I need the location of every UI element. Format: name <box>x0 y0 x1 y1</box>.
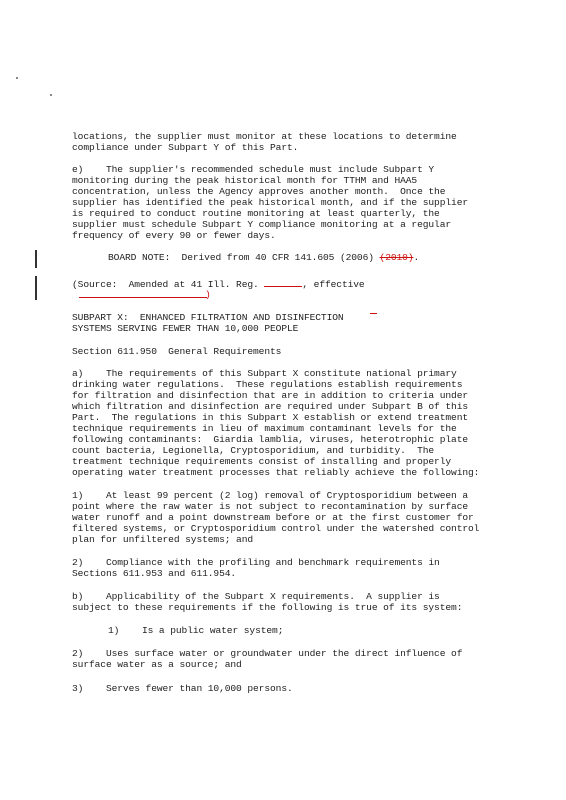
text-line: e) The supplier's recommended schedule must include Subpart Y <box>72 164 435 175</box>
text-line: water runoff and a point downstream before or at the first customer for <box>72 512 474 523</box>
source-note <box>72 279 365 290</box>
text-line: treatment technique requirements consist of installing and properly <box>72 456 452 467</box>
text-line: supplier must schedule Subpart Y compliance monitoring at a regular <box>72 219 452 230</box>
text-line: 1) At least 99 percent (2 log) removal of Cryptosporidium between a <box>72 490 469 501</box>
text-line: monitoring during the peak historical month for TTHM and HAA5 <box>72 175 418 186</box>
red-dash-mark <box>370 313 377 314</box>
text-line: point where the raw water is not subject to recontamination by surface <box>72 501 469 512</box>
scan-speck <box>50 94 52 96</box>
text-line: for filtration and disinfection that are in addition to criteria under <box>72 390 469 401</box>
text-line: locations, the supplier must monitor at these locations to determine <box>72 131 457 142</box>
subpart-heading: SYSTEMS SERVING FEWER THAN 10,000 PEOPLE <box>72 323 299 334</box>
board-note-period: . <box>413 252 420 263</box>
text-line: following contaminants: Giardia lamblia, viruses, heterotrophic plate <box>72 434 469 445</box>
section-heading: Section 611.950 General Requirements <box>72 346 282 357</box>
list-item: surface water as a source; and <box>72 659 242 670</box>
list-item: 1) Is a public water system; <box>108 625 284 636</box>
scan-speck <box>16 77 18 79</box>
text-line: 2) Compliance with the profiling and benchmark requirements in <box>72 557 440 568</box>
text-line: concentration, unless the Agency approves another month. Once the <box>72 186 446 197</box>
text-line: which filtration and disinfection are required under Subpart B of this <box>72 401 469 412</box>
text-line: supplier has identified the peak historical month, and if the supplier <box>72 197 469 208</box>
effective-date-blank <box>79 297 207 298</box>
subpart-heading: SUBPART X: ENHANCED FILTRATION AND DISINFECTION <box>72 312 344 323</box>
text-line: is required to conduct routine monitoring at least quarterly, the <box>72 208 440 219</box>
list-item: 3) Serves fewer than 10,000 persons. <box>72 683 293 694</box>
board-note <box>108 252 419 263</box>
text-line: filtered systems, or Cryptosporidium control under the watershed control <box>72 523 480 534</box>
text-line: technique requirements in lieu of maximum contaminant levels for the <box>72 423 457 434</box>
text-line: drinking water regulations. These regulations establish requirements <box>72 379 463 390</box>
source-text: (Source: Amended at 41 Ill. Reg. <box>72 279 265 290</box>
source-effective: , effective <box>302 279 365 290</box>
text-line: Part. The regulations in this Subpart X establish or extend treatment <box>72 412 469 423</box>
text-line: frequency of every 90 or fewer days. <box>72 230 276 241</box>
text-line: a) The requirements of this Subpart X constitute national primary <box>72 368 457 379</box>
text-line: subject to these requirements if the following is true of its system: <box>72 602 463 613</box>
board-note-text: BOARD NOTE: Derived from 40 CFR 141.605 (2006) <box>108 252 380 263</box>
text-line: count bacteria, Legionella, Cryptosporidium, and turbidity. The <box>72 445 435 456</box>
volume-blank <box>264 279 302 287</box>
text-line: compliance under Subpart Y of this Part. <box>72 142 299 153</box>
text-line: b) Applicability of the Subpart X requirements. A supplier is <box>72 591 440 602</box>
revision-bar <box>35 250 37 268</box>
source-close-paren: ) <box>205 289 211 300</box>
revision-bar <box>35 276 37 300</box>
text-line: operating water treatment processes that reliably achieve the following: <box>72 467 480 478</box>
text-line: Sections 611.953 and 611.954. <box>72 568 237 579</box>
text-line: plan for unfiltered systems; and <box>72 534 254 545</box>
list-item: 2) Uses surface water or groundwater under the direct influence of <box>72 648 463 659</box>
struck-year: (2010) <box>379 252 414 263</box>
